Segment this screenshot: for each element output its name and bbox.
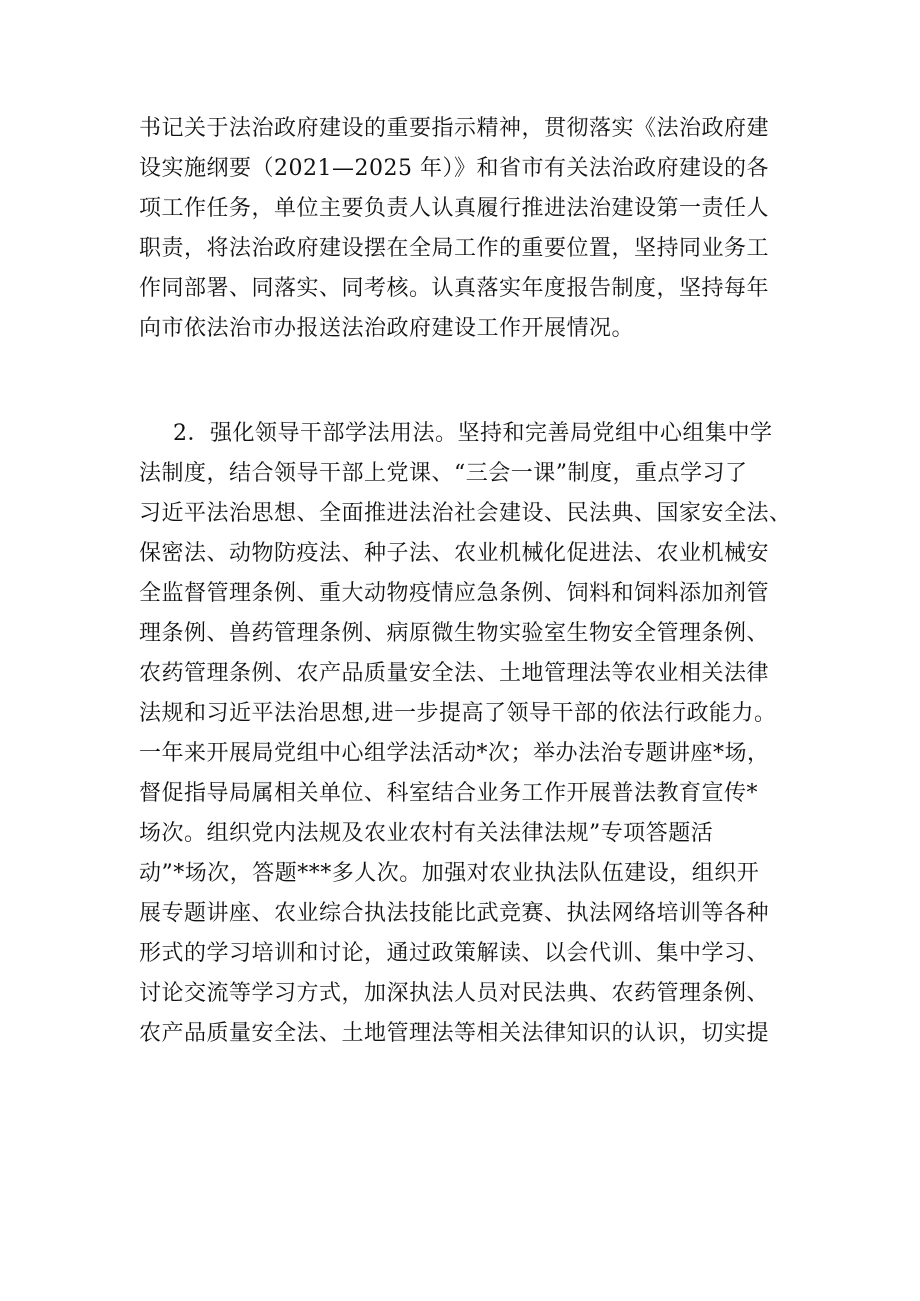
paragraph-line: 动”*场次，答题***多人次。加强对农业执法队伍建设，组织开 bbox=[139, 861, 760, 886]
paragraph-line: 2．强化领导干部学法用法。坚持和完善局党组中心组集中学 bbox=[173, 421, 773, 446]
paragraph-line: 设实施纲要（2021—2025 年）》和省市有关法治政府建设的各 bbox=[139, 156, 769, 181]
paragraph-line: 农产品质量安全法、土地管理法等相关法律知识的认识，切实提 bbox=[139, 1021, 770, 1046]
paragraph-line: 作同部署、同落实、同考核。认真落实年度报告制度，坚持每年 bbox=[139, 276, 770, 301]
paragraph-line: 讨论交流等学习方式，加深执法人员对民法典、农药管理条例、 bbox=[139, 981, 770, 1006]
paragraph-line: 督促指导局属相关单位、科室结合业务工作开展普法教育宣传* bbox=[139, 781, 759, 806]
paragraph-line: 法规和习近平法治思想,进一步提高了领导干部的依法行政能力。 bbox=[139, 701, 777, 726]
paragraph-line: 向市依法治市办报送法治政府建设工作开展情况。 bbox=[139, 316, 635, 341]
paragraph-line: 展专题讲座、农业综合执法技能比武竞赛、执法网络培训等各种 bbox=[139, 901, 770, 926]
paragraph-1 bbox=[139, 109, 799, 349]
paragraph-line: 农药管理条例、农产品质量安全法、土地管理法等农业相关法律 bbox=[139, 661, 770, 686]
paragraph-line: 一年来开展局党组中心组学法活动*次；举办法治专题讲座*场， bbox=[139, 741, 770, 766]
paragraph-line: 职责，将法治政府建设摆在全局工作的重要位置，坚持同业务工 bbox=[139, 236, 770, 261]
paragraph-line: 项工作任务，单位主要负责人认真履行推进法治建设第一责任人 bbox=[139, 196, 770, 221]
paragraph-line: 理条例、兽药管理条例、病原微生物实验室生物安全管理条例、 bbox=[139, 621, 770, 646]
paragraph-line: 书记关于法治政府建设的重要指示精神，贯彻落实《法治政府建 bbox=[139, 116, 770, 141]
paragraph-line: 保密法、动物防疫法、种子法、农业机械化促进法、农业机械安 bbox=[139, 541, 770, 566]
paragraph-2 bbox=[139, 414, 799, 1054]
paragraph-line: 形式的学习培训和讨论，通过政策解读、以会代训、集中学习、 bbox=[139, 941, 770, 966]
paragraph-line: 全监督管理条例、重大动物疫情应急条例、饲料和饲料添加剂管 bbox=[139, 581, 770, 606]
paragraph-line: 习近平法治思想、全面推进法治社会建设、民法典、国家安全法、 bbox=[139, 501, 792, 526]
paragraph-line: 场次。组织党内法规及农业农村有关法律法规”专项答题活 bbox=[139, 821, 714, 846]
paragraph-line: 法制度，结合领导干部上党课、“三会一课”制度，重点学习了 bbox=[139, 461, 748, 486]
